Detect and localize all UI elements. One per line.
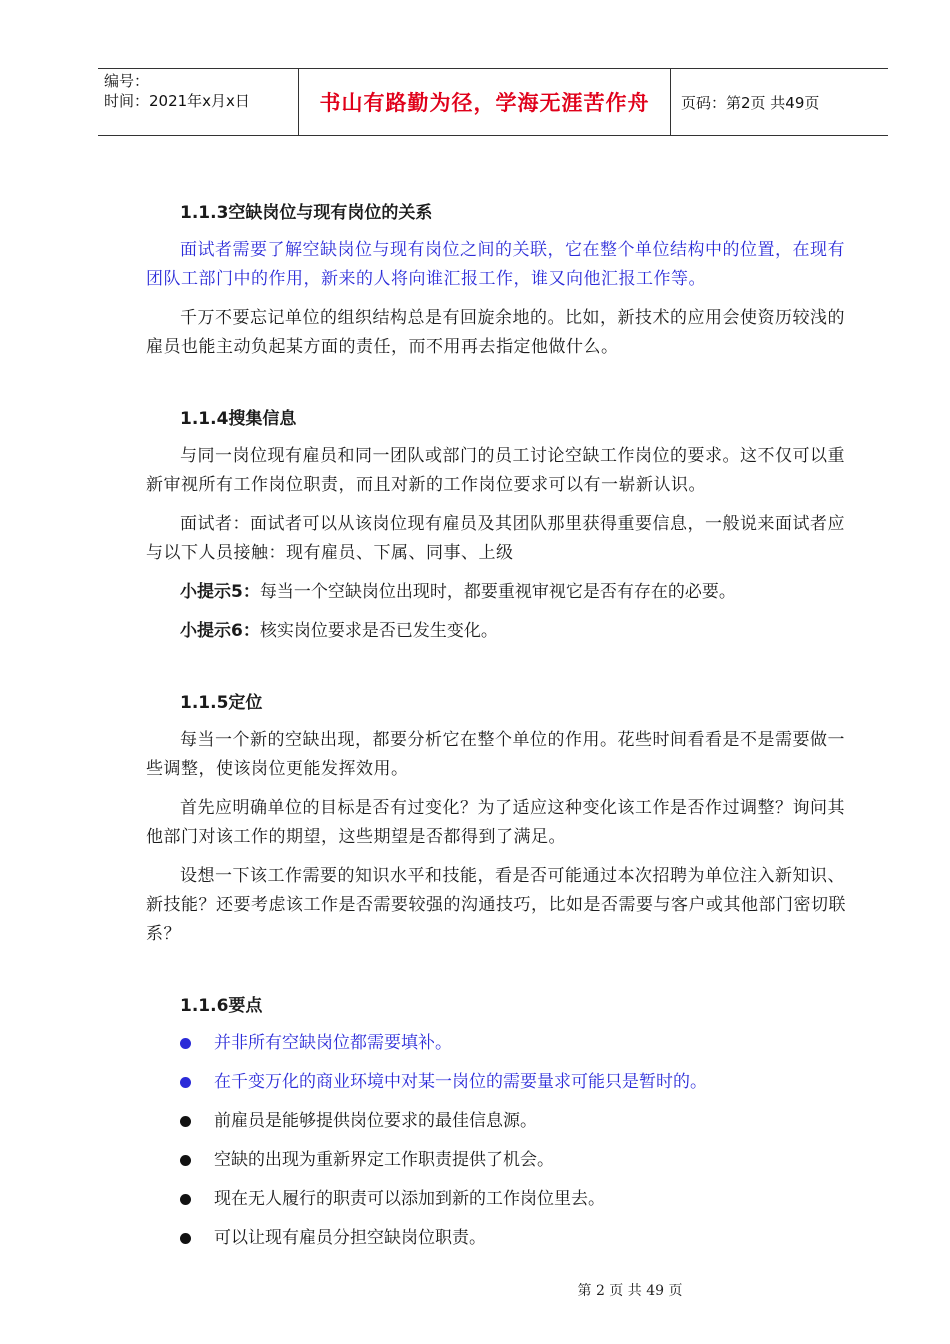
key-points-list xyxy=(146,1029,846,1253)
paragraph: 面试者需要了解空缺岗位与现有岗位之间的关联，它在整个单位结构中的位置，在现有团队工部门中的作用，新来的人将向谁汇报工作，谁又向他汇报工作等。 xyxy=(146,240,845,289)
paragraph: 设想一下该工作需要的知识水平和技能，看是否可能通过本次招聘为单位注入新知识、新技能？还要考虑该工作是否需要较强的沟通技巧，比如是否需要与客户或其他部门密切联系？ xyxy=(146,866,846,944)
page-footer: 第 2 页 共 49 页 xyxy=(577,1283,683,1299)
tip-text: 核实岗位要求是否已发生变化。 xyxy=(259,621,498,641)
list-item xyxy=(146,1029,846,1058)
bullet-dot-icon xyxy=(180,1077,191,1088)
section-heading-1-1-3: 1.1.3空缺岗位与现有岗位的关系 xyxy=(180,203,433,223)
tip-5 xyxy=(146,578,846,607)
header-motto: 书山有路勤为径，学海无涯苦作舟 xyxy=(299,69,671,135)
document-number-label: 编号： xyxy=(104,72,150,90)
section-heading-1-1-6: 1.1.6要点 xyxy=(180,996,263,1016)
tip-6 xyxy=(146,617,846,646)
list-item-text: 空缺的出现为重新界定工作职责提供了机会。 xyxy=(214,1150,554,1170)
header-meta xyxy=(98,69,299,135)
paragraph: 千万不要忘记单位的组织结构总是有回旋余地的。比如，新技术的应用会使资历较浅的雇员也能主动负起某方面的责任，而不用再去指定他做什么。 xyxy=(146,308,845,357)
tip-label: 小提示6： xyxy=(180,621,260,641)
list-item xyxy=(146,1146,846,1175)
bullet-dot-icon xyxy=(180,1233,191,1244)
document-time-label: 时间：2021年x月x日 xyxy=(104,92,250,110)
list-item-text: 并非所有空缺岗位都需要填补。 xyxy=(214,1033,452,1053)
paragraph: 与同一岗位现有雇员和同一团队或部门的员工讨论空缺工作岗位的要求。这不仅可以重新审视所有工作岗位职责，而且对新的工作岗位要求可以有一崭新认识。 xyxy=(146,446,845,495)
list-item-text: 前雇员是能够提供岗位要求的最佳信息源。 xyxy=(214,1111,537,1131)
section-heading-1-1-5: 1.1.5定位 xyxy=(180,693,263,713)
list-item-text: 在千变万化的商业环境中对某一岗位的需要量求可能只是暂时的。 xyxy=(214,1072,707,1092)
header-page-info: 页码：第2页 共49页 xyxy=(681,93,820,112)
page-header xyxy=(98,68,888,136)
bullet-dot-icon xyxy=(180,1155,191,1166)
list-item xyxy=(146,1185,846,1214)
list-item xyxy=(146,1068,846,1097)
bullet-dot-icon xyxy=(180,1116,191,1127)
paragraph: 首先应明确单位的目标是否有过变化？为了适应这种变化该工作是否作过调整？询问其他部门对该工作的期望，这些期望是否都得到了满足。 xyxy=(146,798,845,847)
document-body xyxy=(146,198,846,1263)
paragraph: 每当一个新的空缺出现，都要分析它在整个单位的作用。花些时间看看是不是需要做一些调整，使该岗位更能发挥效用。 xyxy=(146,730,845,779)
tip-text: 每当一个空缺岗位出现时，都要重视审视它是否有存在的必要。 xyxy=(259,582,736,602)
bullet-dot-icon xyxy=(180,1194,191,1205)
section-heading-1-1-4: 1.1.4搜集信息 xyxy=(180,409,297,429)
list-item-text: 可以让现有雇员分担空缺岗位职责。 xyxy=(214,1228,486,1248)
tip-label: 小提示5： xyxy=(180,582,260,602)
list-item-text: 现在无人履行的职责可以添加到新的工作岗位里去。 xyxy=(214,1189,605,1209)
list-item xyxy=(146,1107,846,1136)
bullet-dot-icon xyxy=(180,1038,191,1049)
list-item xyxy=(146,1224,846,1253)
paragraph: 面试者：面试者可以从该岗位现有雇员及其团队那里获得重要信息，一般说来面试者应与以下人员接触：现有雇员、下属、同事、上级 xyxy=(146,514,845,563)
